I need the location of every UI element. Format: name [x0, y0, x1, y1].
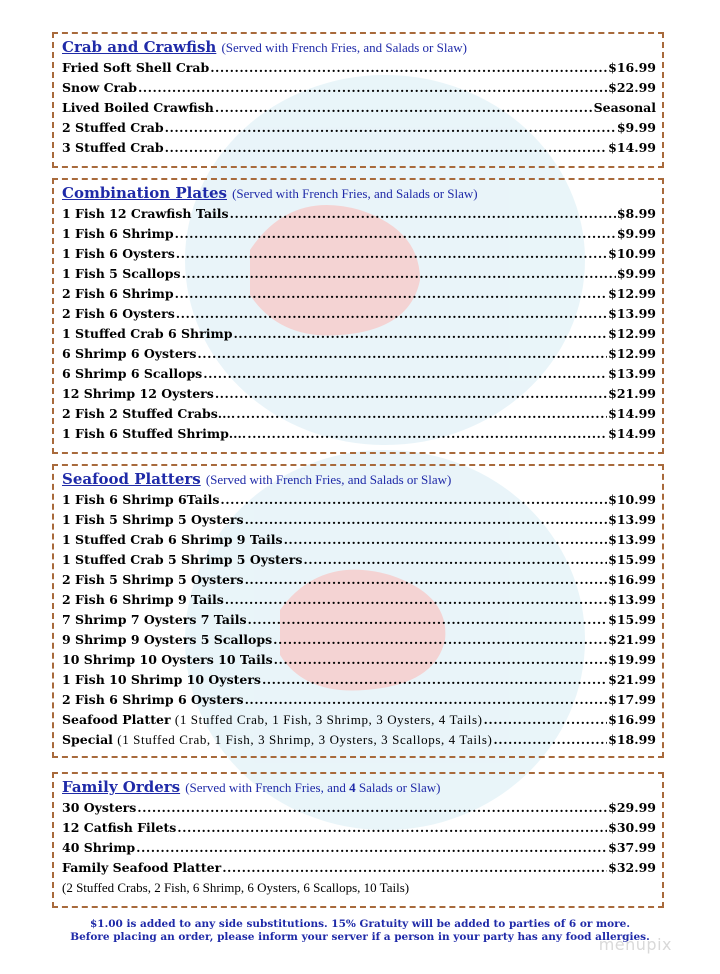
section-subtitle: (Served with French Fries, and Salads or Slaw) [205, 472, 452, 487]
dot-leader [222, 858, 607, 878]
menu-item [62, 590, 656, 610]
family-platter-note: (2 Stuffed Crabs, 2 Fish, 6 Shrimp, 6 Oysters, 6 Scallops, 10 Tails) [62, 880, 410, 895]
menu-item [62, 58, 656, 78]
item-price: $22.99 [608, 80, 656, 95]
item-price: $16.99 [608, 60, 656, 75]
menu-item [62, 98, 656, 118]
item-price: $14.99 [608, 426, 656, 441]
item-name: 1 Fish 6 Stuffed Shrimp.... [62, 426, 247, 441]
item-price: $13.99 [608, 532, 656, 547]
menu-item [62, 530, 656, 550]
item-name: 40 Shrimp [62, 840, 136, 855]
menu-item [62, 650, 656, 670]
item-price: $8.99 [616, 206, 656, 221]
item-price: $19.99 [608, 652, 656, 667]
dot-leader [215, 384, 607, 404]
dot-leader [262, 670, 607, 690]
dot-leader [182, 264, 616, 284]
item-name: Fried Soft Shell Crab [62, 60, 210, 75]
item-name: 12 Catfish Filets [62, 820, 177, 835]
item-price: $9.99 [616, 226, 656, 241]
item-name: 30 Oysters [62, 800, 137, 815]
dot-leader [215, 98, 593, 118]
item-name: Special [62, 732, 113, 747]
dot-leader [493, 730, 607, 750]
item-price: $12.99 [608, 326, 656, 341]
section-title: Crab and Crawfish [62, 38, 217, 56]
dot-leader [247, 424, 607, 444]
dot-leader [137, 798, 607, 818]
item-name: Family Seafood Platter [62, 860, 222, 875]
menu-item [62, 570, 656, 590]
item-price: $13.99 [608, 592, 656, 607]
menu-item [62, 490, 656, 510]
subtitle-part: Salads or Slaw) [358, 780, 441, 795]
item-name: 1 Stuffed Crab 6 Shrimp 9 Tails [62, 532, 283, 547]
item-name: Seafood Platter [62, 712, 171, 727]
menu-item [62, 838, 656, 858]
section-subtitle: (Served with French Fries, and Salads or Slaw) [232, 186, 478, 201]
item-price: $21.99 [608, 386, 656, 401]
dot-leader [225, 590, 607, 610]
dot-leader [484, 710, 608, 730]
item-price: $16.99 [608, 572, 656, 587]
dot-leader [245, 510, 608, 530]
menu-item [62, 324, 656, 344]
dot-leader [203, 364, 607, 384]
dot-leader [165, 118, 616, 138]
item-name: 6 Shrimp 6 Scallops [62, 366, 203, 381]
section-title: Family Orders [62, 778, 181, 796]
subtitle-salad-count: 4 [349, 780, 356, 795]
item-price: $32.99 [608, 860, 656, 875]
section-seafood-platters [52, 464, 664, 758]
item-description: (1 Stuffed Crab, 1 Fish, 3 Shrimp, 3 Oysters, 3 Scallops, 4 Tails) [117, 732, 493, 747]
menu-item [62, 798, 656, 818]
item-name: 12 Shrimp 12 Oysters [62, 386, 214, 401]
item-price: $14.99 [608, 140, 656, 155]
menu-item [62, 78, 656, 98]
footer-allergy-note: Before placing an order, please inform your server if a person in your party has any food allergies. [70, 931, 650, 943]
menu-items [62, 58, 656, 158]
item-name: 1 Stuffed Crab 5 Shrimp 5 Oysters [62, 552, 303, 567]
item-name: 2 Fish 6 Shrimp 9 Tails [62, 592, 224, 607]
item-price: $18.99 [608, 732, 656, 747]
dot-leader [284, 530, 608, 550]
footer-substitution-note: $1.00 is added to any side substitutions. 15% Gratuity will be added to parties of 6 or more. [89, 918, 631, 930]
menu-item [62, 384, 656, 404]
item-name: 2 Fish 6 Oysters [62, 306, 175, 321]
item-name: 1 Stuffed Crab 6 Shrimp [62, 326, 233, 341]
menu-item [62, 610, 656, 630]
menu-item [62, 304, 656, 324]
item-price: $29.99 [608, 800, 656, 815]
dot-leader [245, 570, 608, 590]
item-name: Lived Boiled Crawfish [62, 100, 214, 115]
section-title: Combination Plates [62, 184, 227, 202]
item-price: $15.99 [608, 552, 656, 567]
menu-item [62, 858, 656, 878]
item-price: $9.99 [616, 266, 656, 281]
item-price: $10.99 [608, 246, 656, 261]
item-name: 1 Fish 6 Shrimp [62, 226, 174, 241]
dot-leader [176, 244, 607, 264]
dot-leader [230, 204, 616, 224]
item-name: 2 Fish 5 Shrimp 5 Oysters [62, 572, 244, 587]
dot-leader [175, 224, 616, 244]
item-name: 1 Fish 5 Shrimp 5 Oysters [62, 512, 244, 527]
item-name: 2 Stuffed Crab [62, 120, 164, 135]
section-title: Seafood Platters [62, 470, 201, 488]
item-name: 2 Fish 6 Shrimp [62, 286, 174, 301]
item-price: $30.99 [608, 820, 656, 835]
menu-items [62, 490, 656, 750]
menu-item [62, 424, 656, 444]
dot-leader [220, 490, 607, 510]
item-price: $37.99 [608, 840, 656, 855]
section-subtitle: (Served with French Fries, and Salads or Slaw) [221, 40, 467, 55]
subtitle-part: (Served with French Fries, and [185, 780, 346, 795]
item-price: $12.99 [608, 346, 656, 361]
menu-items [62, 798, 656, 898]
dot-leader [273, 630, 607, 650]
menu-items [62, 204, 656, 444]
dot-leader [210, 58, 607, 78]
dot-leader [136, 838, 607, 858]
item-name: Snow Crab [62, 80, 137, 95]
menu-item [62, 264, 656, 284]
dot-leader [177, 818, 607, 838]
dot-leader [245, 690, 608, 710]
dot-leader [176, 304, 607, 324]
section-header [62, 468, 656, 490]
watermark-text: menupix [598, 935, 672, 954]
item-price: $14.99 [608, 406, 656, 421]
item-price: $12.99 [608, 286, 656, 301]
section-header [62, 36, 656, 58]
dot-leader [303, 550, 607, 570]
item-name: 7 Shrimp 7 Oysters 7 Tails [62, 612, 247, 627]
item-price: $21.99 [608, 672, 656, 687]
section-header [62, 182, 656, 204]
item-price: $10.99 [608, 492, 656, 507]
dot-leader [233, 324, 607, 344]
item-price: $17.99 [608, 692, 656, 707]
menu-item [62, 730, 656, 750]
menu-item [62, 244, 656, 264]
dot-leader [274, 650, 608, 670]
item-name: 2 Fish 6 Shrimp 6 Oysters [62, 692, 244, 707]
item-price: $13.99 [608, 306, 656, 321]
item-description: (1 Stuffed Crab, 1 Fish, 3 Shrimp, 3 Oysters, 4 Tails) [174, 712, 483, 727]
section-combination-plates [52, 178, 664, 454]
menu-item [62, 118, 656, 138]
menu-item [62, 224, 656, 244]
menu-item [62, 138, 656, 158]
item-name: 1 Fish 12 Crawfish Tails [62, 206, 229, 221]
dot-leader [236, 404, 607, 424]
item-name: 1 Fish 5 Scallops [62, 266, 181, 281]
menu-item [62, 344, 656, 364]
item-name: 1 Fish 6 Oysters [62, 246, 175, 261]
item-name: 1 Fish 10 Shrimp 10 Oysters [62, 672, 261, 687]
menu-item [62, 690, 656, 710]
section-subtitle [185, 780, 440, 795]
menu-item [62, 204, 656, 224]
section-header [62, 776, 656, 798]
item-name: 9 Shrimp 9 Oysters 5 Scallops [62, 632, 273, 647]
item-name: 6 Shrimp 6 Oysters [62, 346, 197, 361]
dot-leader [165, 138, 608, 158]
menu-item [62, 630, 656, 650]
menu-item [62, 284, 656, 304]
item-name: 3 Stuffed Crab [62, 140, 164, 155]
dot-leader [138, 78, 607, 98]
item-price: $21.99 [608, 632, 656, 647]
menu-item [62, 404, 656, 424]
item-name: 1 Fish 6 Shrimp 6Tails [62, 492, 220, 507]
item-price: $13.99 [608, 512, 656, 527]
item-price: $9.99 [616, 120, 656, 135]
menu-item [62, 710, 656, 730]
item-name: 10 Shrimp 10 Oysters 10 Tails [62, 652, 273, 667]
dot-leader [248, 610, 608, 630]
menu-item [62, 364, 656, 384]
section-family-orders [52, 772, 664, 908]
item-price: $16.99 [608, 712, 656, 727]
item-price: $15.99 [608, 612, 656, 627]
menu-item [62, 550, 656, 570]
dot-leader [197, 344, 607, 364]
section-crab-and-crawfish [52, 32, 664, 168]
menu-item [62, 818, 656, 838]
dot-leader [175, 284, 608, 304]
item-name: 2 Fish 2 Stuffed Crabs.... [62, 406, 236, 421]
menu-item [62, 670, 656, 690]
menu-item [62, 510, 656, 530]
item-price: $13.99 [608, 366, 656, 381]
item-price: Seasonal [593, 100, 656, 115]
